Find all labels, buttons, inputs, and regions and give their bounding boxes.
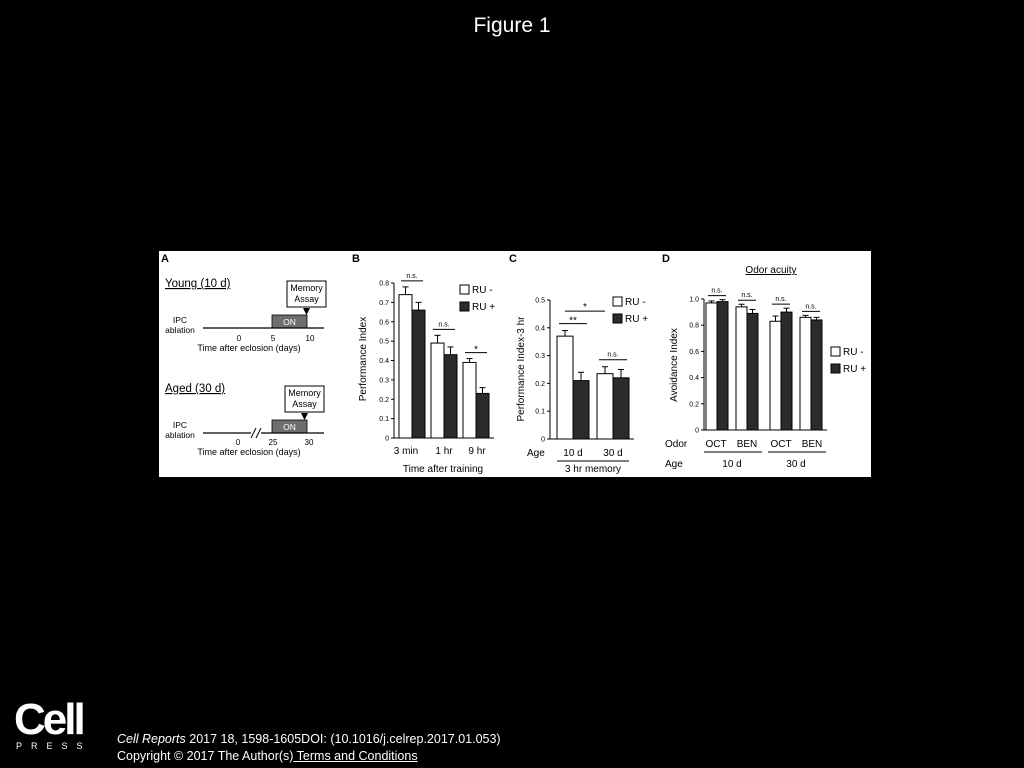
citation-details: 2017 18, 1598-1605DOI: (10.1016/j.celrep.2017.01.053): [185, 732, 501, 746]
panel-b-ytick-label: 0.7: [379, 299, 389, 307]
panel-d-bar: [800, 317, 811, 430]
aged-assay-line1: Memory: [288, 388, 321, 398]
panel-c-legend-plus: RU +: [625, 314, 649, 325]
panel-b-legend-swatch-plus: [460, 302, 469, 311]
aged-xlabel: Time after eclosion (days): [197, 447, 301, 457]
panel-c-ytick-label: 0: [541, 436, 545, 444]
copyright-line: [117, 748, 501, 765]
panel-b-ytick-label: 0.4: [379, 358, 389, 365]
panel-d-sig-label: n.s.: [711, 287, 723, 295]
panel-d-sig-label: n.s.: [805, 303, 817, 311]
panel-c: [509, 253, 648, 475]
panel-d-xtick-3: BEN: [801, 439, 823, 450]
panel-c-xlabel: 3 hr memory: [564, 464, 622, 475]
young-ablation: ablation: [165, 325, 195, 335]
panel-d-bar: [706, 303, 717, 430]
young-tick-0: 0: [236, 334, 242, 343]
panel-d-bar: [811, 320, 822, 430]
panel-c-sig-label: **: [569, 315, 577, 327]
panel-b-bar: [412, 310, 425, 438]
panel-b-legend-swatch-minus: [460, 285, 469, 294]
panel-c-yaxis: [535, 298, 550, 444]
panel-c-legend-minus: RU -: [625, 297, 646, 308]
panel-d-bar: [747, 313, 758, 430]
panel-c-bar: [613, 378, 629, 439]
panel-d-bar: [770, 321, 781, 430]
panel-c-label: C: [509, 253, 517, 265]
panel-c-xtick-0: 10 d: [563, 448, 583, 459]
panel-d-sig-label: n.s.: [775, 296, 787, 304]
panel-d-label: D: [662, 253, 670, 265]
panel-c-bar: [557, 336, 573, 439]
panel-b-bar: [463, 362, 476, 438]
panel-b-label: B: [352, 253, 360, 265]
citation-journal: Cell Reports: [117, 732, 186, 746]
panel-c-ytick-label: 0.3: [535, 353, 545, 361]
panel-c-sig-label: n.s.: [607, 351, 619, 359]
panel-b-ytick-label: 0.5: [379, 338, 389, 346]
panel-d-legend-minus: RU -: [843, 347, 864, 358]
panel-d-yaxis: [689, 297, 704, 435]
panel-b-sig-label: *: [474, 344, 478, 356]
panel-d-age-1: 30 d: [786, 459, 806, 470]
figure-panel: [159, 251, 871, 477]
panel-b-xtick-0: 3 min: [393, 446, 419, 457]
panel-b-xtick-2: 9 hr: [468, 446, 486, 457]
panel-d-bar: [781, 312, 792, 430]
panel-d-xtick-0: OCT: [705, 439, 727, 450]
aged-tick-1: 25: [268, 438, 278, 447]
panel-d-sig-label: n.s.: [741, 292, 753, 300]
aged-title: Aged (30 d): [165, 383, 226, 395]
panel-d-row1-label: Odor: [665, 439, 688, 450]
panel-d-title: Odor acuity: [745, 265, 797, 276]
young-assay-arrow: [303, 308, 310, 315]
panel-b-bar: [431, 343, 444, 438]
panel-d-ytick-label: 0.6: [689, 348, 699, 356]
panel-b-bar: [399, 295, 412, 438]
panel-b-ytick-label: 0.2: [379, 396, 389, 404]
aged-ablation: ablation: [165, 430, 195, 440]
panel-b-ytick-label: 0.1: [379, 416, 389, 424]
panel-b-yaxis: [379, 281, 394, 443]
panel-c-bar: [573, 381, 589, 439]
panel-b-ytick-label: 0.8: [379, 280, 389, 288]
panel-d: [662, 253, 866, 470]
panel-b-bar: [444, 355, 457, 438]
young-assay-line1: Memory: [290, 283, 323, 293]
panel-d-xtick-2: OCT: [770, 439, 792, 450]
young-assay-line2: Assay: [294, 294, 319, 304]
panel-b-sig-label: n.s.: [406, 272, 418, 280]
logo-word: Cell: [14, 695, 83, 744]
cell-press-logo: [14, 695, 92, 752]
aged-assay-line2: Assay: [292, 399, 317, 409]
panel-d-legend-swatch-plus: [831, 364, 840, 373]
young-xlabel: Time after eclosion (days): [197, 343, 301, 353]
young-tick-1: 5: [270, 334, 276, 343]
copyright: Copyright © 2017 The Author(s): [117, 749, 294, 763]
panel-d-bars: [706, 300, 822, 430]
panel-c-legend-swatch-minus: [613, 297, 622, 306]
aged-on-label: ON: [283, 422, 296, 432]
logo-sub: PRESS: [16, 741, 92, 751]
panel-c-ylabel: Performance Index-3 hr: [516, 316, 527, 422]
panel-b-legend-minus: RU -: [472, 285, 493, 296]
young-tick-2: 10: [305, 334, 315, 343]
panel-d-ytick-label: 1.0: [689, 296, 699, 304]
panel-c-bar: [597, 374, 613, 439]
aged-tick-0: 0: [235, 438, 241, 447]
panel-b-xlabel: Time after training: [402, 464, 484, 475]
panel-c-row-label: Age: [527, 448, 545, 459]
panel-b-ytick-label: 0.3: [379, 377, 389, 385]
panel-d-legend-plus: RU +: [843, 364, 867, 375]
young-on-label: ON: [283, 317, 296, 327]
panel-b-bar: [476, 393, 489, 438]
panel-d-ytick-label: 0.2: [689, 401, 699, 409]
panel-c-ytick-label: 0.2: [535, 380, 545, 388]
panel-d-legend-swatch-minus: [831, 347, 840, 356]
panel-b-ytick-label: 0: [385, 435, 389, 443]
aged-tick-2: 30: [304, 438, 314, 447]
citation-line: [117, 731, 501, 748]
young-title: Young (10 d): [165, 278, 231, 290]
panel-d-ytick-label: 0: [695, 427, 699, 435]
panel-b-ytick-label: 0.6: [379, 319, 389, 327]
aged-assay-arrow: [301, 413, 308, 420]
panel-c-legend-swatch-plus: [613, 314, 622, 323]
panel-b-sig-label: n.s.: [438, 321, 450, 329]
panel-a: [161, 253, 326, 457]
panel-d-row2-label: Age: [665, 459, 683, 470]
panel-d-age-0: 10 d: [722, 459, 742, 470]
panel-b-legend-plus: RU +: [472, 302, 496, 313]
terms-link[interactable]: Terms and Conditions: [293, 749, 418, 763]
panel-d-bar: [736, 307, 747, 430]
aged-ipc: IPC: [172, 420, 188, 430]
panel-b-ylabel: Performance Index: [358, 316, 369, 402]
young-ipc: IPC: [172, 315, 188, 325]
panel-c-cross-sig-label: *: [583, 302, 587, 314]
panel-c-ytick-label: 0.5: [535, 297, 545, 305]
panel-c-ytick-label: 0.1: [535, 408, 545, 416]
slide-title: Figure 1: [473, 14, 551, 37]
panel-d-ylabel: Avoidance Index: [669, 328, 680, 402]
panel-d-xtick-1: BEN: [736, 439, 758, 450]
panel-d-ytick-label: 0.8: [689, 322, 699, 330]
panel-d-ytick-label: 0.4: [689, 375, 699, 383]
panel-b-xtick-1: 1 hr: [435, 446, 453, 457]
panel-b: [352, 253, 495, 475]
panel-c-bars: [557, 331, 629, 439]
citation: [117, 731, 501, 765]
panel-c-ytick-label: 0.4: [535, 325, 545, 333]
aged-axis-break-gap: [251, 428, 261, 438]
panel-c-xtick-1: 30 d: [603, 448, 623, 459]
panel-d-bar: [717, 302, 728, 430]
panel-a-label: A: [161, 253, 169, 265]
